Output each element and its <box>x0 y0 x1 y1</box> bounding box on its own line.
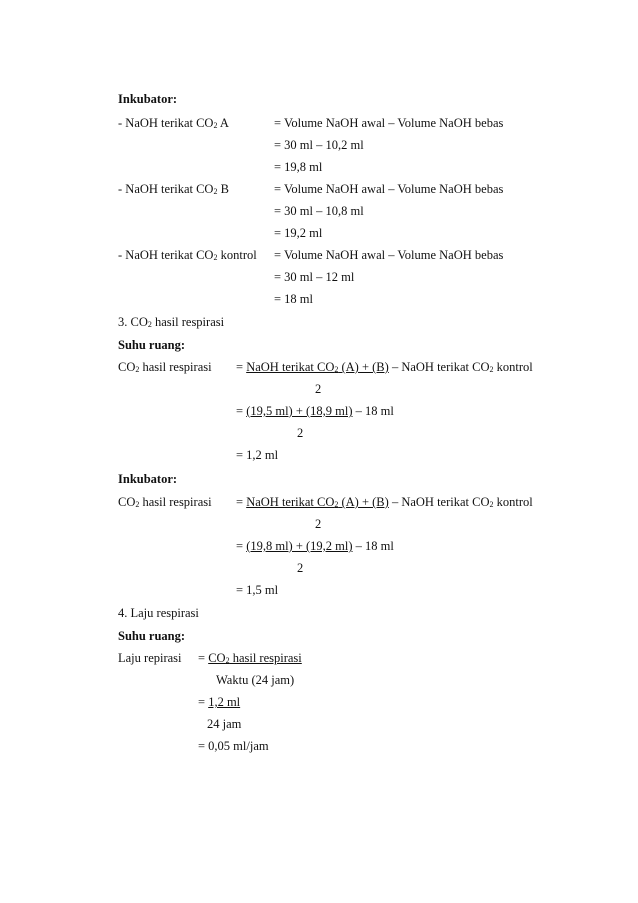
naoh-b-line1: = Volume NaOH awal – Volume NaOH bebas <box>274 182 504 196</box>
room-calc-line: = (19,5 ml) + (18,9 ml) – 18 ml <box>236 404 394 418</box>
section-4-title: 4. Laju respirasi <box>118 606 199 620</box>
naoh-a-line3: = 19,8 ml <box>274 160 323 174</box>
room-temp-heading: Suhu ruang: <box>118 338 186 352</box>
rate-formula-denominator: Waktu (24 jam) <box>216 673 295 687</box>
rate-calc-denominator: 24 jam <box>207 717 242 731</box>
inc-calc-denominator: 2 <box>297 561 304 575</box>
naoh-kontrol-line1: = Volume NaOH awal – Volume NaOH bebas <box>274 248 504 262</box>
rate-calc-line: = 1,2 ml <box>198 695 241 709</box>
naoh-b-line3: = 19,2 ml <box>274 226 323 240</box>
room-temp-heading-2: Suhu ruang: <box>118 629 186 643</box>
naoh-kontrol-line2: = 30 ml – 12 ml <box>274 270 355 284</box>
co2-result-label-2: $CO_2$ hasil respirasi <box>118 495 212 509</box>
inc-calc-result: = 1,5 ml <box>236 583 279 597</box>
naoh-b-line2: = 30 ml – 10,8 ml <box>274 204 364 218</box>
room-formula-line: = NaOH terikat $CO_2$ (A) + (B) – NaOH terikat $CO_2$ kontrol <box>236 360 533 374</box>
room-calc-result: = 1,2 ml <box>236 448 279 462</box>
naoh-a-line1: = Volume NaOH awal – Volume NaOH bebas <box>274 116 504 130</box>
section-3-title: 3. $CO_2$ hasil respirasi <box>118 315 225 329</box>
naoh-a-label: - NaOH terikat $CO_2$ A <box>118 116 229 130</box>
naoh-b-label: - NaOH terikat $CO_2$ B <box>118 182 229 196</box>
naoh-a-line2: = 30 ml – 10,2 ml <box>274 138 364 152</box>
room-calc-denominator: 2 <box>297 426 304 440</box>
naoh-kontrol-label: - NaOH terikat $CO_2$ kontrol <box>118 248 257 262</box>
naoh-kontrol-line3: = 18 ml <box>274 292 313 306</box>
inc-calc-line: = (19,8 ml) + (19,2 ml) – 18 ml <box>236 539 394 553</box>
rate-formula-line: = $CO_2$ hasil respirasi <box>198 651 302 665</box>
rate-calc-result: = 0,05 ml/jam <box>198 739 269 753</box>
inc-formula-denominator: 2 <box>315 517 322 531</box>
incubator-heading-2: Inkubator: <box>118 472 178 486</box>
co2-result-label: $CO_2$ hasil respirasi <box>118 360 212 374</box>
incubator-heading: Inkubator: <box>118 92 178 106</box>
inc-formula-line: = NaOH terikat $CO_2$ (A) + (B) – NaOH terikat $CO_2$ kontrol <box>236 495 533 509</box>
rate-label: Laju repirasi <box>118 651 182 665</box>
room-formula-denominator: 2 <box>315 382 322 396</box>
